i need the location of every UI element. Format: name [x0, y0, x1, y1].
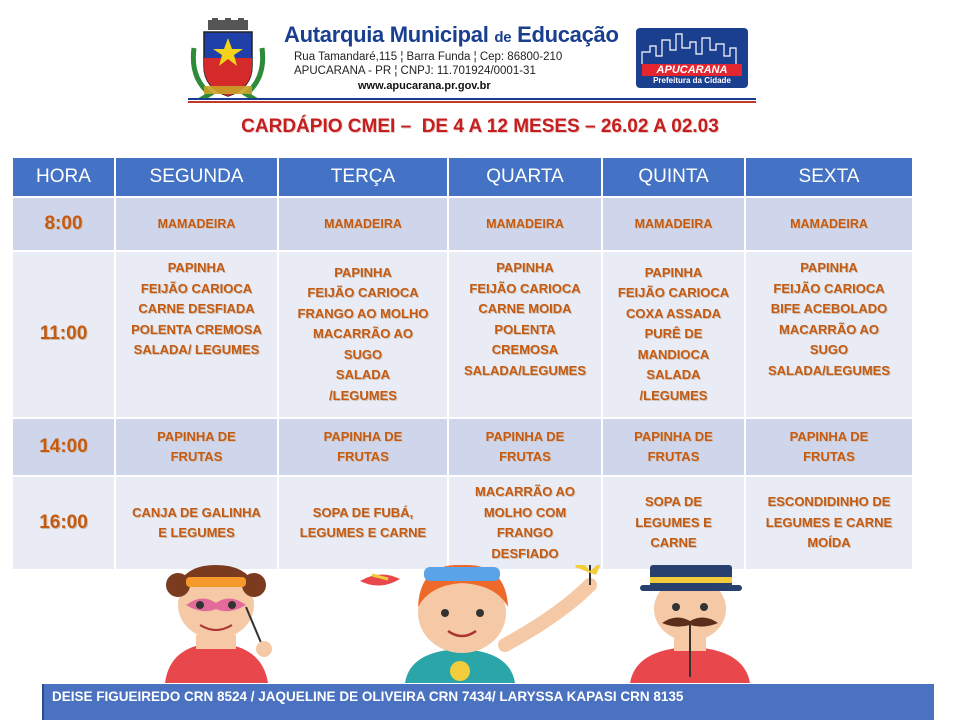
footer-bar — [42, 684, 934, 720]
org-name-de: de — [494, 29, 512, 46]
table-row — [12, 418, 913, 476]
table-row — [12, 197, 913, 251]
meal-cell: PAPINHA DE FRUTAS — [745, 418, 913, 476]
header-divider — [188, 98, 756, 103]
column-header-quarta: QUARTA — [448, 157, 602, 197]
hour-cell: 16:00 — [12, 476, 115, 570]
municipal-crest-icon — [190, 18, 266, 102]
meal-cell: MACARRÃO AO MOLHO COM FRANGO DESFIADO — [448, 476, 602, 570]
org-name — [284, 22, 619, 48]
hour-cell: 14:00 — [12, 418, 115, 476]
meal-cell: ESCONDIDINHO DE LEGUMES E CARNE MOÍDA — [745, 476, 913, 570]
city-logo-name: APUCARANA — [642, 64, 742, 76]
meal-cell: PAPINHA DE FRUTAS — [602, 418, 745, 476]
column-header-quinta: QUINTA — [602, 157, 745, 197]
table-row — [12, 251, 913, 418]
meal-cell: MAMADEIRA — [115, 197, 278, 251]
meal-cell: MAMADEIRA — [745, 197, 913, 251]
city-skyline-icon — [636, 28, 748, 68]
table-header-row — [12, 157, 913, 197]
org-name-main: Autarquia Municipal — [284, 22, 489, 47]
meal-cell: PAPINHA FEIJÃO CARIOCA CARNE DESFIADA POLENTA CREMOSA SALADA/ LEGUMES — [115, 251, 278, 418]
meal-cell: SOPA DE FUBÁ, LEGUMES E CARNE — [278, 476, 448, 570]
hour-cell: 11:00 — [12, 251, 115, 418]
meal-cell: PAPINHA FEIJÃO CARIOCA COXA ASSADA PURÊ DE MANDIOCA SALADA /LEGUMES — [602, 251, 745, 418]
carnival-kids-illustration — [0, 565, 960, 683]
meal-cell: PAPINHA FEIJÃO CARIOCA BIFE ACEBOLADO MACARRÃO AO SUGO SALADA/LEGUMES — [745, 251, 913, 418]
org-name-end: Educação — [517, 22, 619, 47]
meal-cell: MAMADEIRA — [278, 197, 448, 251]
table-row — [12, 476, 913, 570]
meal-cell: PAPINHA DE FRUTAS — [278, 418, 448, 476]
meal-cell: PAPINHA DE FRUTAS — [448, 418, 602, 476]
menu-table — [11, 156, 914, 571]
hour-cell: 8:00 — [12, 197, 115, 251]
address-line-1: Rua Tamandaré,115 ¦ Barra Funda ¦ Cep: 86800-210 — [294, 51, 563, 63]
meal-cell: MAMADEIRA — [602, 197, 745, 251]
city-logo-subtitle: Prefeitura da Cidade — [653, 76, 731, 85]
meal-cell: PAPINHA FEIJÃO CARIOCA CARNE MOIDA POLENTA CREMOSA SALADA/LEGUMES — [448, 251, 602, 418]
meal-cell: SOPA DE LEGUMES E CARNE — [602, 476, 745, 570]
meal-cell: CANJA DE GALINHA E LEGUMES — [115, 476, 278, 570]
city-logo — [636, 28, 748, 88]
footer-nutritionists: DEISE FIGUEIREDO CRN 8524 / JAQUELINE DE OLIVEIRA CRN 7434/ LARYSSA KAPASI CRN 8135 — [52, 689, 684, 704]
menu-title: CARDÁPIO CMEI – DE 4 A 12 MESES – 26.02 A 02.03 — [241, 116, 719, 137]
meal-cell: PAPINHA DE FRUTAS — [115, 418, 278, 476]
column-header-segunda: SEGUNDA — [115, 157, 278, 197]
meal-cell: MAMADEIRA — [448, 197, 602, 251]
column-header-hora: HORA — [12, 157, 115, 197]
meal-cell: PAPINHA FEIJÃO CARIOCA FRANGO AO MOLHO MACARRÃO AO SUGO SALADA /LEGUMES — [278, 251, 448, 418]
header — [188, 14, 756, 106]
column-header-sexta: SEXTA — [745, 157, 913, 197]
address-line-2: APUCARANA - PR ¦ CNPJ: 11.701924/0001-31 — [294, 65, 536, 77]
website-link[interactable]: www.apucarana.pr.gov.br — [358, 80, 491, 92]
column-header-terca: TERÇA — [278, 157, 448, 197]
